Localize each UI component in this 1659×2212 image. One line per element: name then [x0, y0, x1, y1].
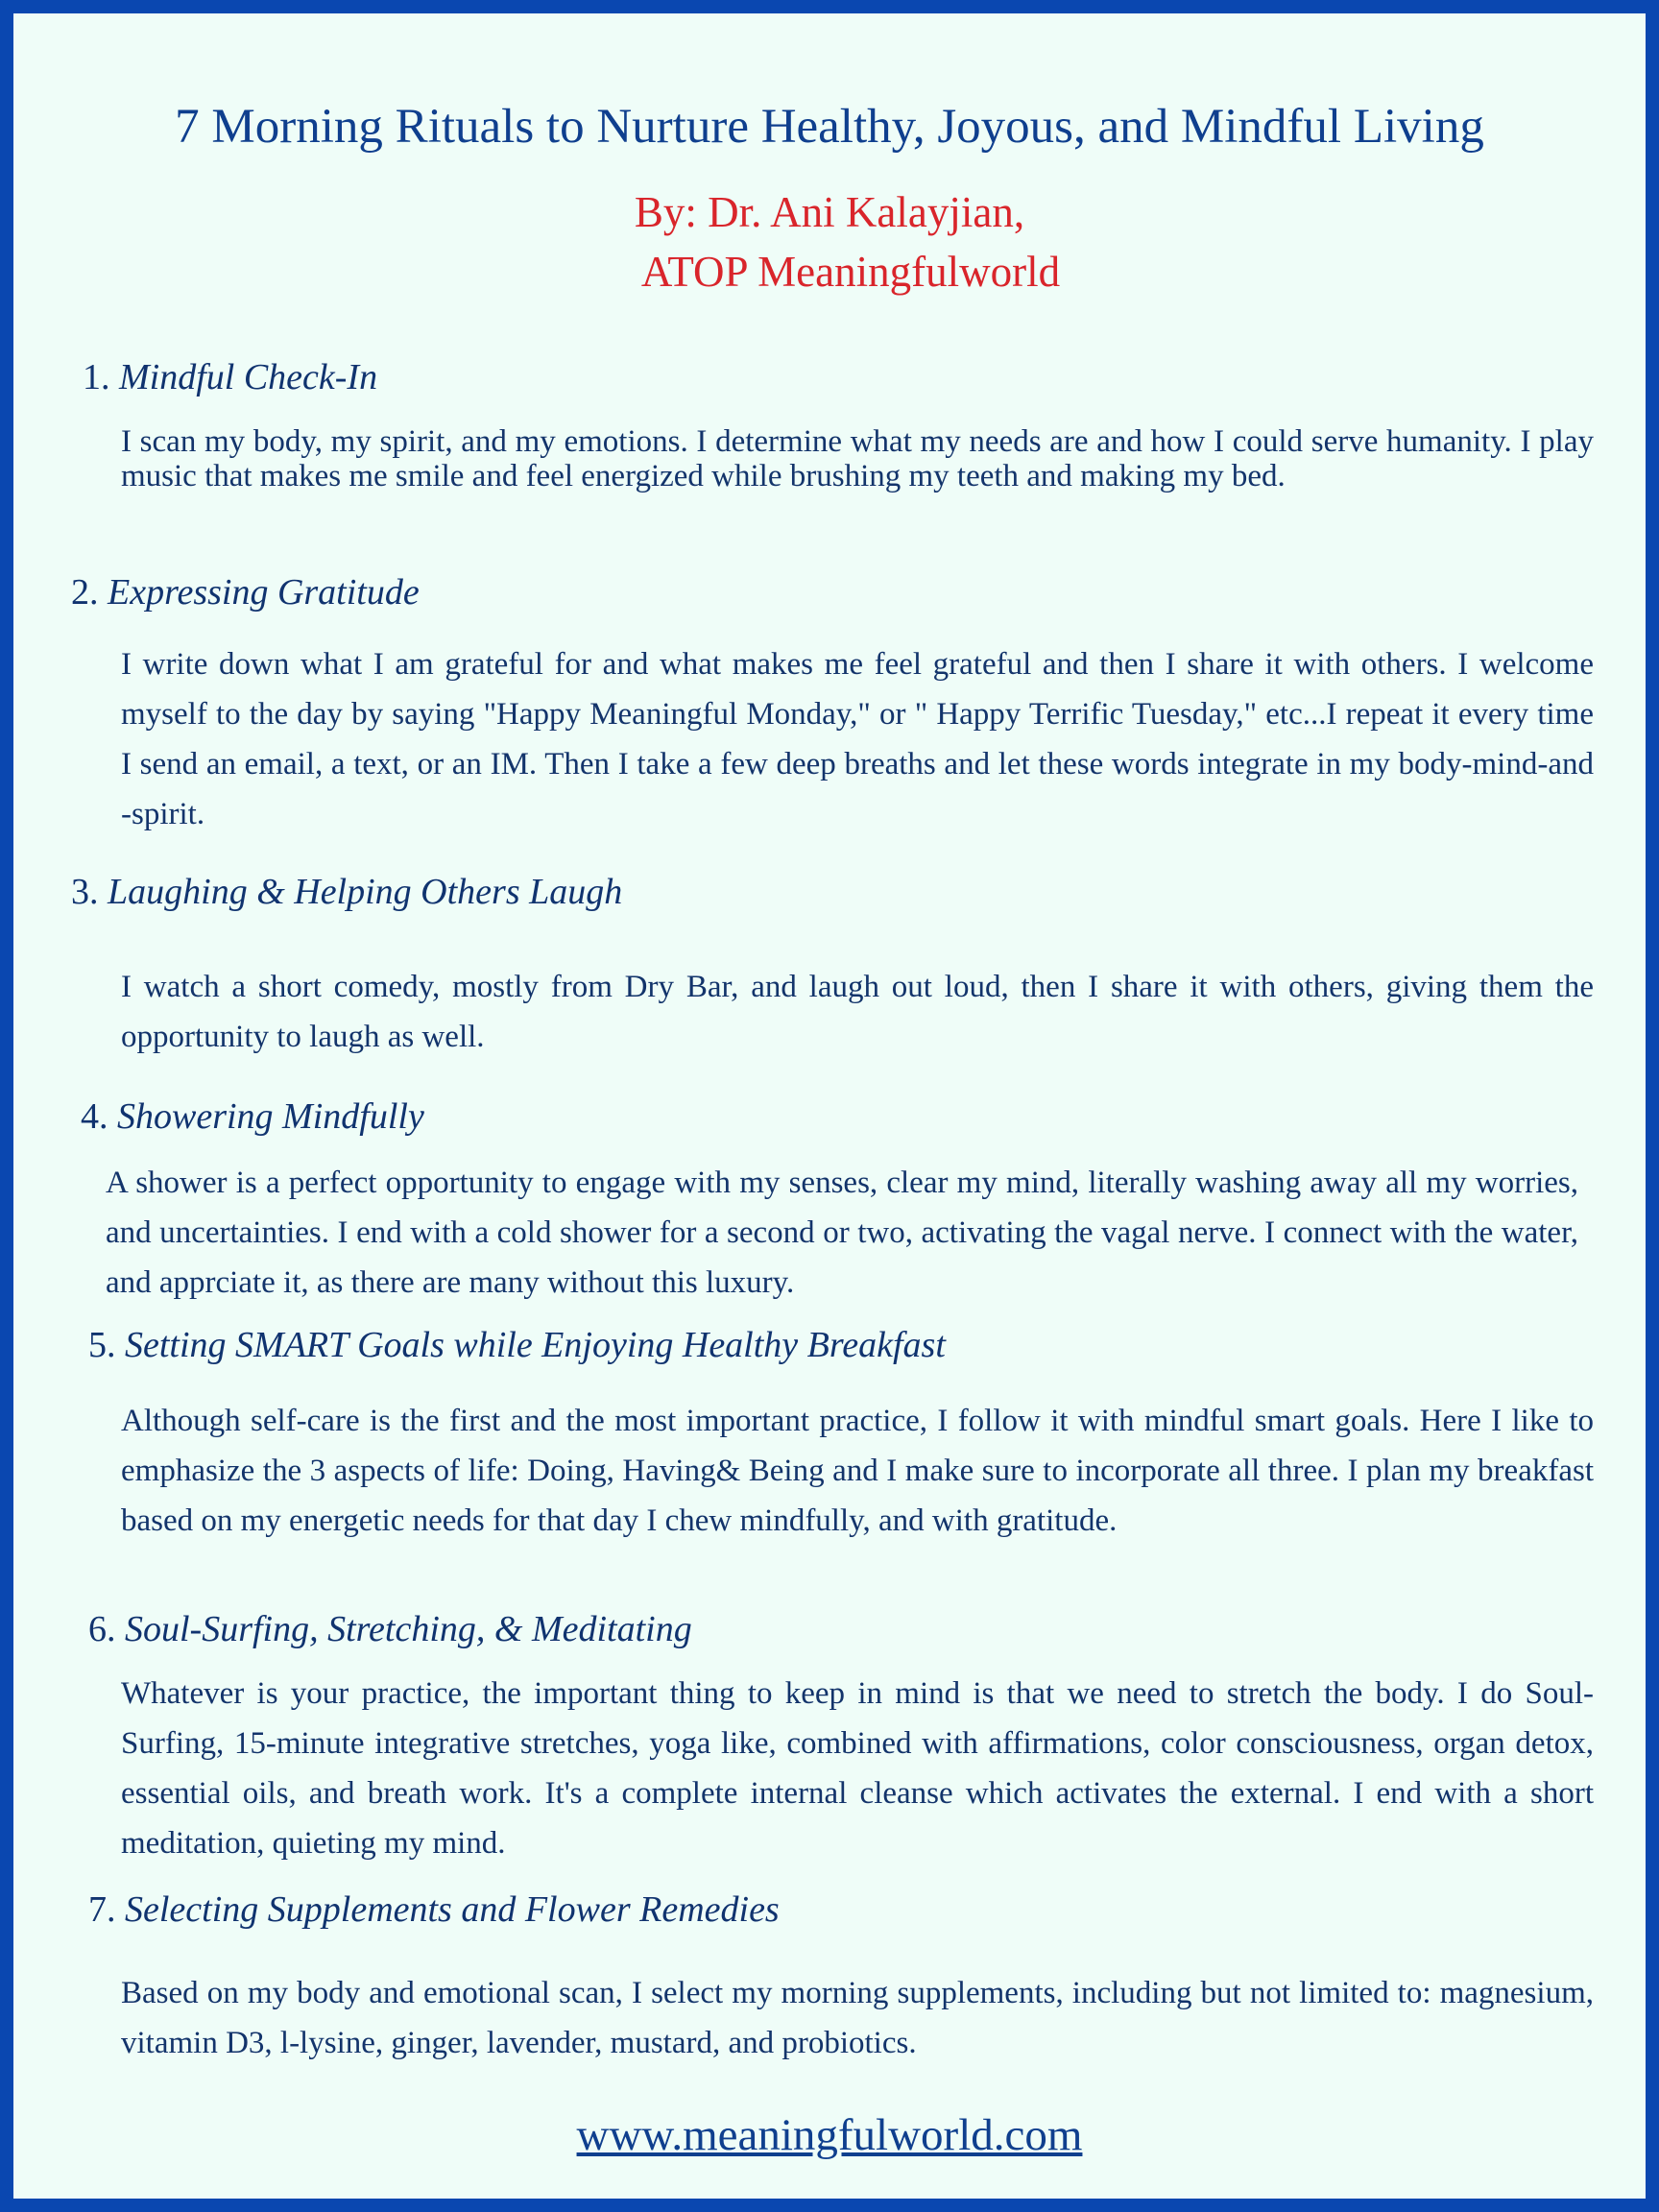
ritual-text-5: Although self-care is the first and the most important practice, I follow it with mindful smart goals. Here I like to emphasize the 3 aspects of life: Doing, Having& Being and I make sure to incorporate all three. I plan my breakfast based on my energetic needs for that day I chew mindfully, and with gratitude.	[121, 1404, 1594, 1538]
ritual-number: 6.	[88, 1609, 116, 1649]
ritual-title: Laughing & Helping Others Laugh	[108, 872, 623, 912]
website-footer	[13, 2108, 1646, 2162]
website-link[interactable]: www.meaningfulworld.com	[576, 2110, 1083, 2160]
ritual-text-4: A shower is a perfect opportunity to engage with my senses, clear my mind, literally washing away all my worries, and uncertainties. I end with a cold shower for a second or two, activating the vagal nerve. I connect with the water, and apprciate it, as there are many without this luxury.	[106, 1166, 1578, 1300]
document-page	[13, 13, 1646, 2199]
ritual-title: Selecting Supplements and Flower Remedies	[125, 1889, 780, 1930]
byline	[13, 182, 1646, 301]
ritual-title: Setting SMART Goals while Enjoying Healthy Breakfast	[125, 1325, 946, 1365]
ritual-heading-6	[88, 1607, 692, 1651]
author-name: By: Dr. Ani Kalayjian,	[634, 188, 1025, 236]
ritual-heading-7	[88, 1887, 780, 1932]
ritual-text-7: Based on my body and emotional scan, I select my morning supplements, including but not limited to: magnesium, vitamin D3, l-lysine, ginger, lavender, mustard, and probiotics.	[121, 1976, 1594, 2060]
ritual-number: 5.	[88, 1325, 116, 1365]
ritual-text-1: I scan my body, my spirit, and my emotions. I determine what my needs are and how I could serve humanity. I play music that makes me smile and feel energized while brushing my teeth and making my bed.	[121, 424, 1594, 493]
ritual-heading-1	[83, 355, 377, 399]
ritual-title: Expressing Gratitude	[108, 572, 420, 613]
ritual-text-3: I watch a short comedy, mostly from Dry Bar, and laugh out loud, then I share it with others, giving them the opportunity to laugh as well.	[121, 970, 1594, 1054]
ritual-number: 2.	[71, 572, 99, 613]
ritual-number: 1.	[83, 357, 110, 397]
ritual-title: Soul-Surfing, Stretching, & Meditating	[125, 1609, 692, 1649]
ritual-number: 3.	[71, 872, 99, 912]
ritual-heading-4	[81, 1094, 424, 1139]
ritual-title: Mindful Check-In	[119, 357, 378, 397]
ritual-number: 4.	[81, 1096, 108, 1137]
ritual-text-6: Whatever is your practice, the important thing to keep in mind is that we need to stretch the body. I do Soul-Surfing, 15-minute integrative stretches, yoga like, combined with affirmations, color consciousness, organ detox, essential oils, and breath work. It's a complete internal cleanse which activates the external. I end with a short meditation, quieting my mind.	[121, 1676, 1594, 1861]
page-title: 7 Morning Rituals to Nurture Healthy, Joyous, and Mindful Living	[175, 100, 1484, 154]
ritual-heading-3	[71, 870, 622, 914]
ritual-text-2: I write down what I am grateful for and what makes me feel grateful and then I share it with others. I welcome myself to the day by saying "Happy Meaningful Monday," or " Happy Terrific Tuesday," etc...I repeat it every time I send an email, a text, or an IM. Then I take a few deep breaths and let these words integrate in my body-mind-and -spirit.	[121, 647, 1594, 831]
ritual-number: 7.	[88, 1889, 116, 1930]
organization-name: ATOP Meaningfulworld	[640, 248, 1061, 296]
ritual-heading-2	[71, 570, 420, 614]
ritual-title: Showering Mindfully	[117, 1096, 424, 1137]
ritual-heading-5	[88, 1323, 946, 1367]
